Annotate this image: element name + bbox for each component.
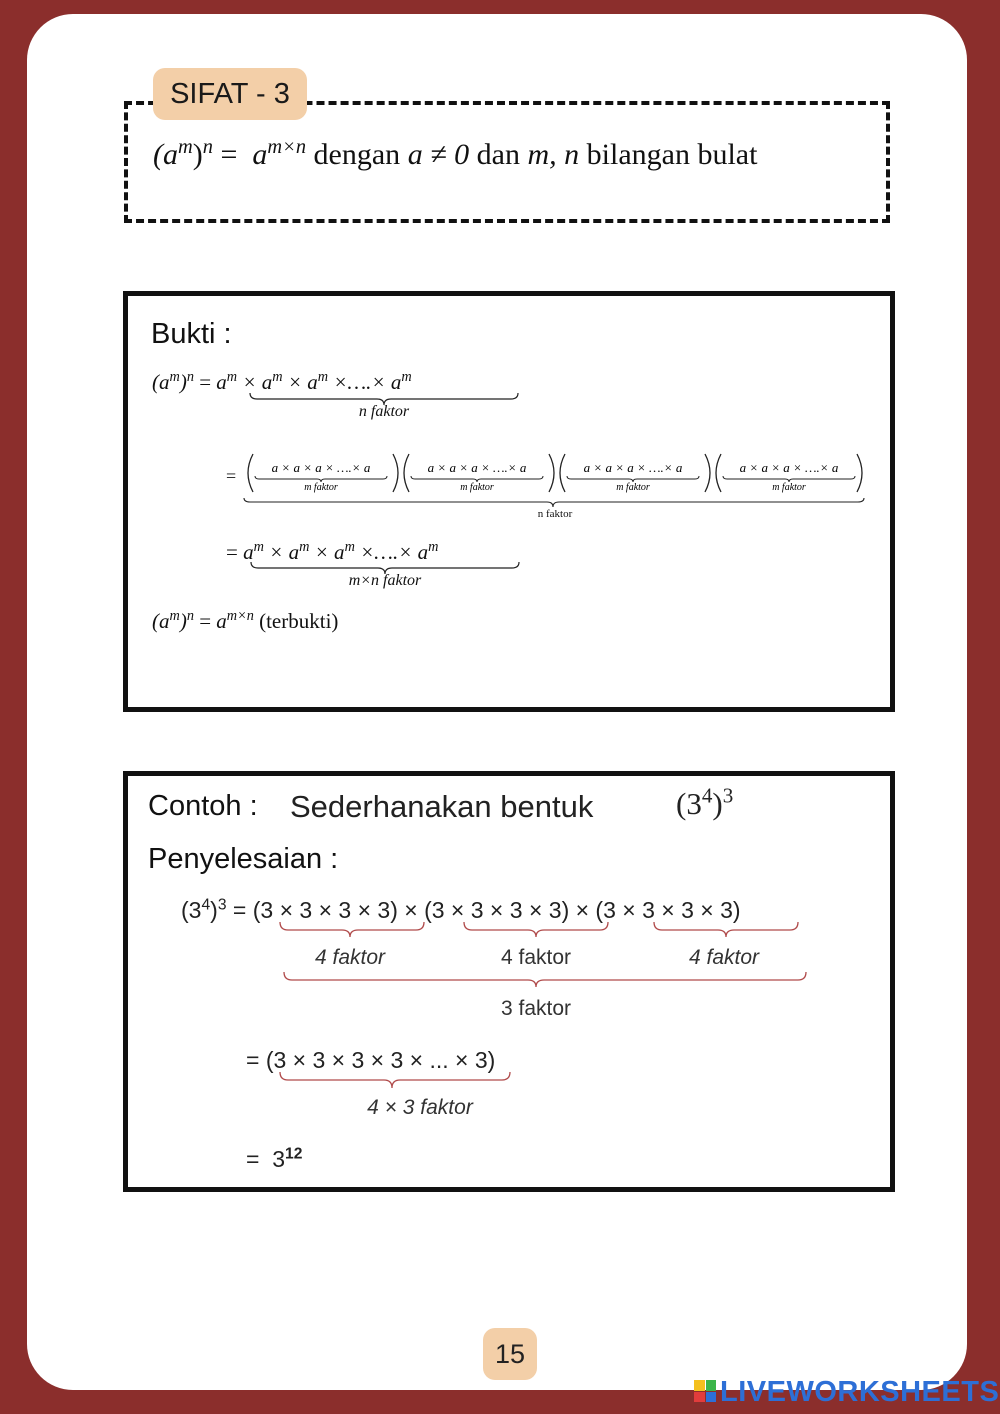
- proof-line-2: [243, 452, 867, 492]
- proof-group-1-label: m faktor: [304, 482, 338, 493]
- solution-line-1: $(3^4)^3 = (3 \times 3 \times 3 \times 3) \times (3 \times 3 \times 3 \times 3) \times (3 \times 3 \times 3 \times 3)$: [181, 896, 741, 923]
- property-tag: SIFAT - 3: [153, 68, 307, 120]
- solution-line-2: = (3 × 3 × 3 × 3 × ... × 3): [246, 1047, 496, 1073]
- solution-result: = $3^{12}$: [246, 1145, 303, 1172]
- proof-group-3: a × a × a × ….× a: [583, 460, 683, 475]
- proof-group-4-label: m faktor: [772, 482, 806, 493]
- proof-line-3-label: m×n faktor: [348, 572, 422, 589]
- proof-conclusion: $(a^m)^n = a^{m\times n}$ (terbukti): [152, 608, 339, 633]
- proof-line-1-label: n faktor: [358, 403, 410, 420]
- solution-group-1-label: 4 faktor: [314, 946, 386, 969]
- example-task-expression: $(3^4)^3$: [676, 783, 734, 821]
- solution-line-2-brace: [276, 1072, 516, 1092]
- example-task: Sederhanakan bentuk: [290, 789, 594, 824]
- proof-heading: Bukti :: [151, 318, 232, 350]
- proof-line-3: = $a^m \times a^m \times a^m$ ×….× $a^m$: [226, 539, 439, 564]
- liveworksheets-logo-icon: [694, 1380, 716, 1402]
- solution-outer-label: 3 faktor: [500, 997, 572, 1020]
- example-heading: Contoh :: [148, 790, 258, 822]
- solution-line-2-label: 4 × 3 faktor: [367, 1096, 473, 1119]
- proof-line-2-equals: =: [226, 466, 237, 486]
- solution-group-2-label: 4 faktor: [500, 946, 572, 969]
- brand-wordmark[interactable]: LIVEWORKSHEETS: [720, 1376, 1000, 1408]
- proof-group-3-label: m faktor: [616, 482, 650, 493]
- proof-conclusion-word: (terbukti): [259, 609, 339, 633]
- proof-group-2: a × a × a × ….× a: [427, 460, 527, 475]
- proof-group-2-label: m faktor: [460, 482, 494, 493]
- page-number: 15: [483, 1328, 537, 1380]
- proof-group-4: a × a × a × ….× a: [739, 460, 839, 475]
- proof-line-2-outer-label: n faktor: [537, 508, 573, 520]
- solution-group-3-label: 4 faktor: [688, 946, 760, 969]
- solution-heading: Penyelesaian :: [148, 843, 339, 875]
- proof-line-1: $(a^m)^n = a^m \times a^m \times a^m$ ×….× $a^m$: [152, 369, 412, 394]
- proof-group-1: a × a × a × ….× a: [271, 460, 371, 475]
- property-formula: $(a^m)^n = a^{m\times n}$ dengan a ≠ 0 dan m, n bilangan bulat: [153, 135, 758, 171]
